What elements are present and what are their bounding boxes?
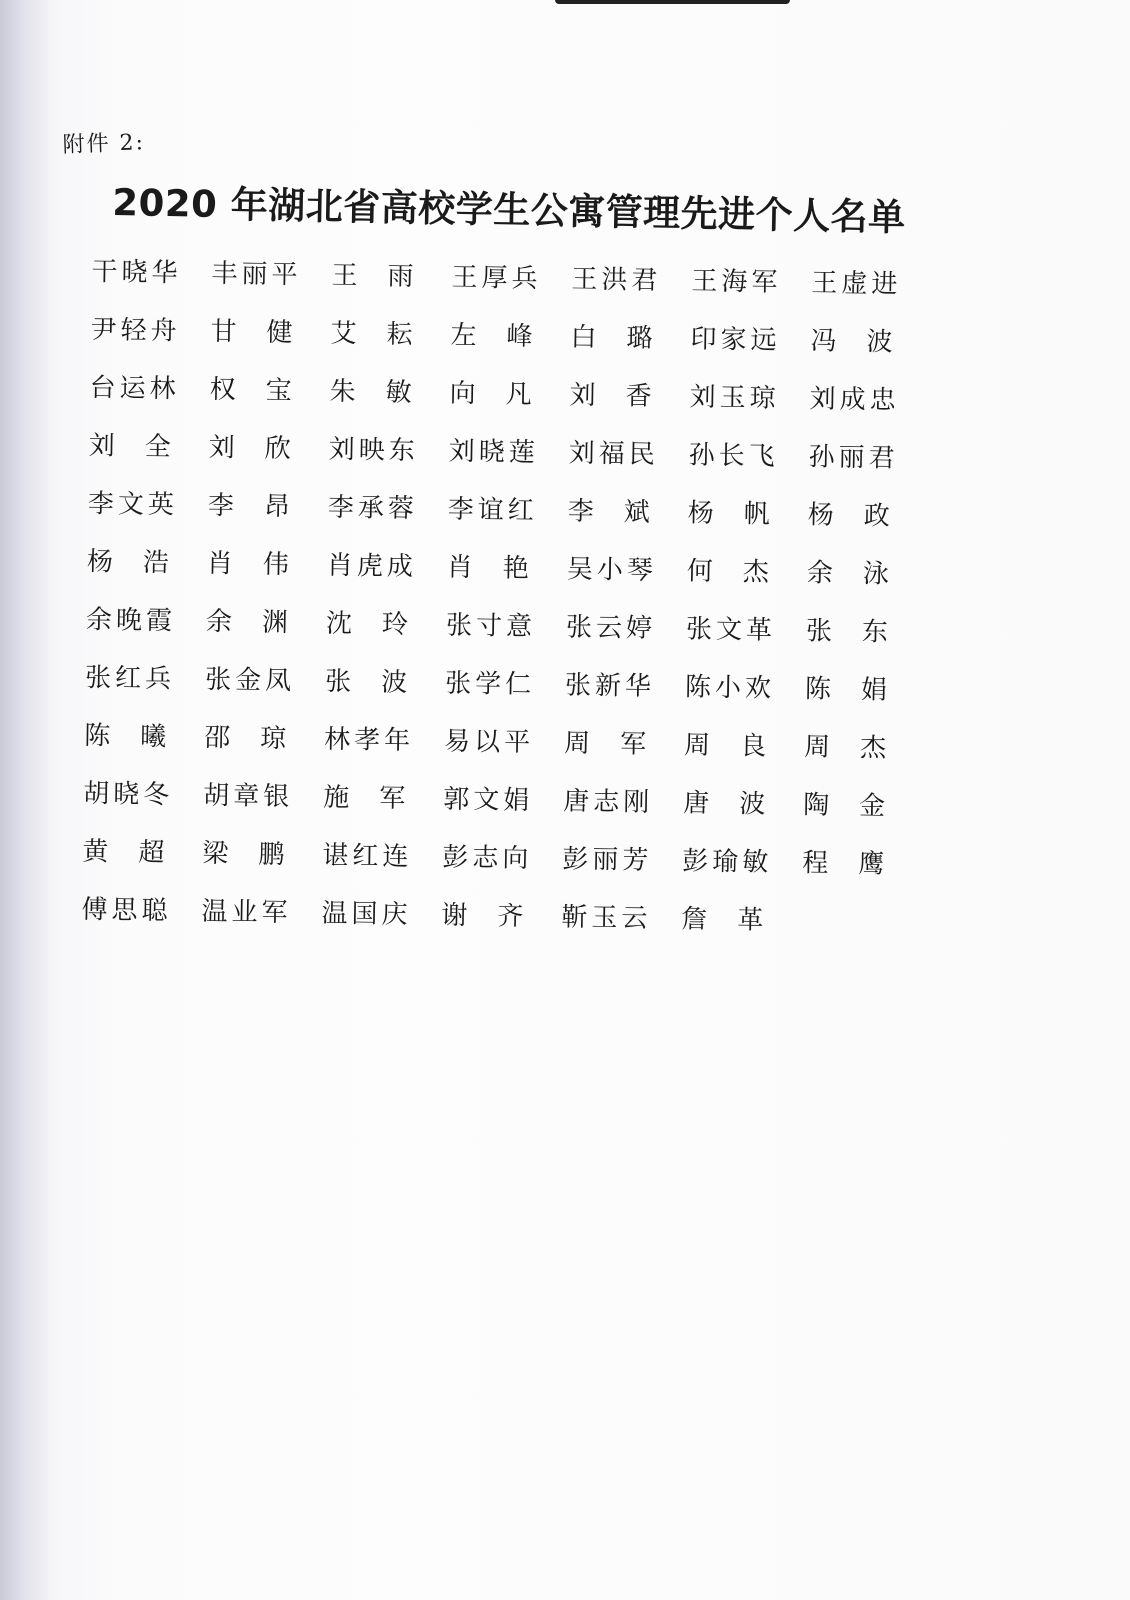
person-name: 刘晓莲	[448, 436, 539, 468]
person-name: 白 璐	[570, 322, 653, 354]
person-name: 丰丽平	[211, 258, 302, 290]
person-name: 何 杰	[686, 555, 770, 588]
person-name: 王洪君	[571, 264, 662, 296]
document-title: 2020 年湖北省高校学生公寓管理先进个人名单	[112, 180, 907, 240]
person-name: 王虚进	[811, 267, 902, 300]
person-name: 王厚兵	[451, 262, 542, 294]
person-name: 权 宝	[209, 374, 292, 406]
person-name: 刘 香	[569, 380, 652, 412]
scan-top-mark	[555, 0, 790, 4]
person-name: 陈 娟	[804, 673, 888, 706]
person-name: 林孝年	[323, 724, 415, 756]
person-name: 李谊红	[447, 494, 539, 526]
person-name: 朱 敏	[329, 376, 412, 408]
person-name: 傅思聪	[81, 894, 172, 926]
person-name: 施 军	[323, 782, 406, 814]
person-name: 台运林	[89, 372, 180, 404]
person-name: 詹 革	[681, 903, 764, 936]
person-name: 刘福民	[568, 438, 659, 470]
person-name: 孙丽君	[808, 441, 899, 474]
person-name: 李 斌	[567, 496, 651, 528]
person-name: 易以平	[443, 726, 535, 758]
person-name: 李文英	[87, 488, 179, 520]
person-name: 郭文娟	[443, 784, 534, 816]
person-name: 邵 琼	[203, 722, 287, 754]
person-name: 刘玉琼	[689, 381, 780, 414]
person-name: 刘成忠	[809, 383, 900, 416]
person-name: 杨 政	[807, 499, 890, 532]
person-name: 肖虎成	[326, 550, 418, 582]
person-name: 温业军	[201, 896, 292, 928]
person-name: 刘映东	[328, 434, 419, 466]
person-name: 陈 曦	[83, 720, 167, 752]
person-name: 唐 波	[682, 787, 766, 820]
person-name: 甘 健	[210, 316, 293, 348]
person-name: 黄 超	[82, 836, 165, 868]
person-name: 肖 艳	[446, 552, 530, 584]
person-name: 彭志向	[442, 842, 533, 874]
person-name: 张寸意	[445, 610, 537, 642]
person-name: 李承蓉	[327, 492, 419, 524]
person-name: 梁 鹏	[202, 838, 285, 870]
person-name: 程 鹰	[802, 847, 885, 880]
person-name: 周 良	[683, 729, 767, 762]
person-name: 沈 玲	[325, 608, 409, 640]
person-name: 张红兵	[84, 662, 176, 694]
person-name: 杨 浩	[86, 546, 170, 578]
person-name: 周 杰	[803, 731, 887, 764]
person-name: 陈小欢	[684, 671, 776, 704]
person-name: 孙长飞	[688, 439, 779, 472]
person-name: 胡晓冬	[83, 778, 174, 810]
person-name: 肖 伟	[206, 548, 290, 580]
person-name: 冯 波	[810, 325, 893, 358]
person-name: 温国庆	[321, 898, 412, 930]
person-name: 唐志刚	[563, 785, 654, 818]
person-name: 王 雨	[331, 260, 414, 292]
person-name: 张文革	[685, 613, 777, 646]
scan-edge-shadow	[0, 0, 50, 1600]
person-name: 尹轻舟	[90, 314, 181, 346]
person-name: 印家远	[690, 323, 781, 356]
person-name: 左 峰	[450, 320, 533, 352]
person-name: 干晓华	[91, 256, 182, 288]
person-name: 余晚霞	[85, 604, 177, 636]
person-name: 彭瑜敏	[682, 845, 773, 878]
person-name: 余 泳	[806, 557, 890, 590]
attachment-label: 附件 2:	[62, 130, 146, 158]
person-name: 余 渊	[205, 606, 289, 638]
person-name: 张 东	[805, 615, 889, 648]
person-name: 张新华	[564, 669, 656, 702]
person-name: 刘 欣	[208, 432, 291, 464]
person-name: 陶 金	[802, 789, 886, 822]
person-name: 张 波	[324, 666, 408, 698]
names-grid	[81, 240, 932, 949]
person-name: 周 军	[563, 727, 647, 760]
person-name: 谢 齐	[441, 900, 524, 932]
name-row	[81, 878, 922, 949]
person-name: 王海军	[691, 265, 782, 298]
person-name: 李 昂	[207, 490, 291, 522]
person-name: 靳玉云	[561, 901, 652, 934]
person-name: 彭丽芳	[562, 843, 653, 876]
person-name: 张学仁	[444, 668, 536, 700]
person-name: 谌红连	[322, 840, 413, 872]
person-name: 张云婷	[565, 611, 657, 644]
person-name: 胡章银	[203, 780, 294, 812]
person-name: 艾 耘	[330, 318, 413, 350]
person-name: 刘 全	[88, 430, 171, 462]
person-name: 吴小琴	[566, 554, 658, 586]
person-name: 向 凡	[449, 378, 532, 410]
person-name: 杨 帆	[687, 497, 771, 530]
person-name: 张金凤	[204, 664, 296, 696]
